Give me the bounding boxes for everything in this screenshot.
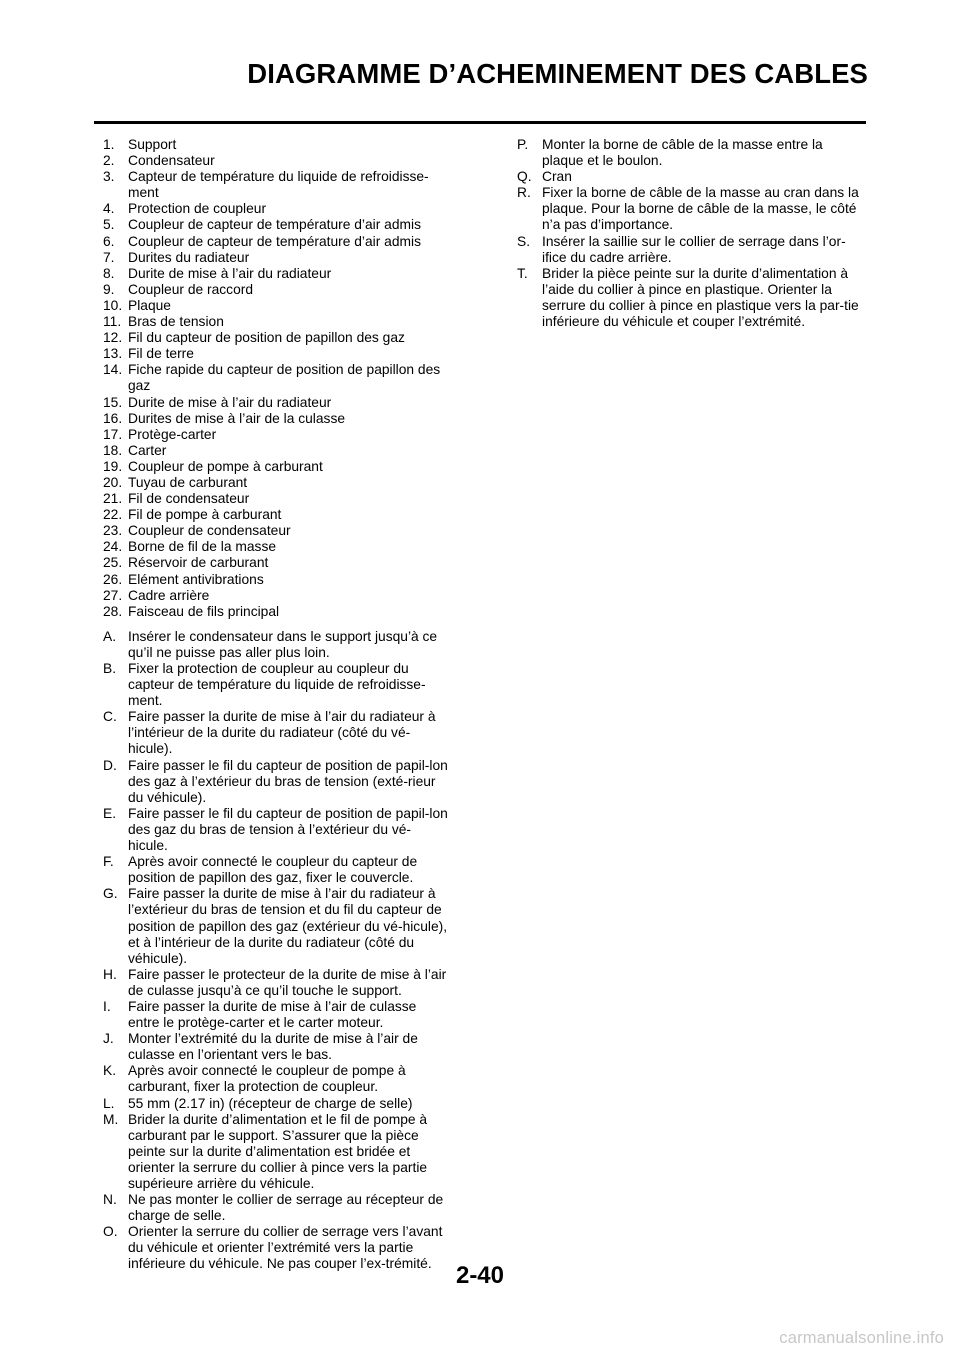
list-item	[103, 1112, 448, 1192]
list-item-marker: 5.	[103, 217, 115, 233]
list-item-text: Brider la pièce peinte sur la durite d’alimentation à l’aide du collier à pince en plastique. Orienter la serrure du collier à pince en plastique vers la par-tie inférieure du véhicule et couper l’extrémité.	[542, 265, 859, 330]
list-item-text: Cadre arrière	[128, 587, 210, 603]
list-item-text: Durites du radiateur	[128, 249, 250, 265]
list-item	[103, 1063, 448, 1095]
list-item-marker: 27.	[103, 587, 123, 603]
list-item-text: 55 mm (2.17 in) (récepteur de charge de selle)	[128, 1095, 413, 1111]
list-item-text: Coupleur de condensateur	[128, 523, 291, 539]
list-item	[517, 234, 862, 266]
list-item	[103, 234, 448, 250]
list-item	[103, 330, 448, 346]
list-item-text: Coupleur de pompe à carburant	[128, 458, 323, 474]
list-item-text: Coupleur de capteur de température d’air admis	[128, 233, 421, 249]
list-item-text: Faire passer la durite de mise à l’air de culasse entre le protège-carter et le carter moteur.	[128, 998, 417, 1031]
list-item	[103, 427, 448, 443]
list-item-marker: 28.	[103, 603, 123, 619]
right-column	[517, 137, 862, 330]
list-item-marker: 6.	[103, 233, 115, 249]
list-item	[103, 539, 448, 555]
list-item-marker: B.	[103, 661, 117, 676]
list-item-marker: N.	[103, 1192, 117, 1208]
list-item-text: Fil de condensateur	[128, 491, 250, 507]
list-item-marker: 7.	[103, 249, 115, 265]
list-item-marker: Q.	[517, 169, 532, 185]
list-item-text: Elément antivibrations	[128, 571, 264, 587]
list-item-text: Fil de pompe à carburant	[128, 507, 282, 523]
list-item-marker: 1.	[103, 137, 115, 152]
page-title: DIAGRAMME D’ACHEMINEMENT DES CABLES	[247, 58, 868, 89]
list-item-marker: D.	[103, 757, 117, 773]
list-item-marker: M.	[103, 1111, 119, 1127]
list-item-marker: 14.	[103, 362, 123, 378]
list-item	[103, 443, 448, 459]
list-item	[103, 806, 448, 854]
list-item-marker: E.	[103, 805, 117, 821]
list-item-text: Faire passer la durite de mise à l’air du radiateur à l’intérieur de la durite du radiateur (côté du vé-hicule).	[128, 709, 436, 757]
list-item	[103, 572, 448, 588]
list-item	[103, 395, 448, 411]
list-item-marker: 13.	[103, 346, 123, 362]
list-item	[103, 362, 448, 394]
list-item	[103, 169, 448, 201]
list-item-marker: I.	[103, 998, 111, 1014]
list-item-text: Faire passer le protecteur de la durite de mise à l’air de culasse jusqu’à ce qu’il touche le support.	[128, 966, 447, 998]
list-item-text: Insérer la saillie sur le collier de serrage dans l’or-ifice du cadre arrière.	[542, 233, 846, 265]
list-item	[103, 1192, 448, 1224]
list-item-marker: 11.	[103, 314, 122, 330]
list-item-text: Après avoir connecté le coupleur de pompe à carburant, fixer la protection de coupleur.	[128, 1063, 406, 1095]
list-item	[103, 507, 448, 523]
list-item-text: Protection de coupleur	[128, 201, 267, 217]
list-item	[103, 1096, 448, 1112]
list-item	[103, 854, 448, 886]
list-item-text: Borne de fil de la masse	[128, 539, 277, 555]
list-item-text: Fil du capteur de position de papillon des gaz	[128, 330, 405, 346]
list-item	[103, 217, 448, 233]
list-item	[103, 153, 448, 169]
list-item-text: Après avoir connecté le coupleur du capteur de position de papillon des gaz, fixer le couvercle.	[128, 854, 418, 886]
list-item-text: Faire passer la durite de mise à l’air du radiateur à l’extérieur du bras de tension et du fil du capteur de position de papillon des gaz (extérieur du vé-hicule), et à l’intérieur de la durite du radiateur (côté du véhicule).	[128, 886, 448, 966]
list-item	[103, 411, 448, 427]
list-item	[517, 185, 862, 233]
list-item-marker: 24.	[103, 539, 123, 555]
list-item-text: Fixer la borne de câble de la masse au cran dans la plaque. Pour la borne de câble de la masse, le côté n’a pas d’importance.	[542, 185, 859, 233]
list-item	[103, 604, 448, 620]
list-item-marker: 26.	[103, 571, 123, 587]
list-item-text: Cran	[542, 169, 572, 185]
list-item	[103, 459, 448, 475]
list-item-marker: G.	[103, 886, 118, 902]
list-item-text: Protège-carter	[128, 426, 217, 442]
list-item	[103, 137, 448, 153]
list-item-text: Ne pas monter le collier de serrage au récepteur de charge de selle.	[128, 1192, 444, 1224]
list-item	[103, 629, 448, 661]
list-item-marker: S.	[517, 233, 531, 249]
list-item-marker: C.	[103, 709, 117, 725]
list-item-text: Condensateur	[128, 153, 215, 169]
list-item	[103, 1031, 448, 1063]
list-item-text: Fil de terre	[128, 346, 194, 362]
list-item	[103, 491, 448, 507]
list-item	[103, 758, 448, 806]
list-item	[103, 346, 448, 362]
list-item	[103, 475, 448, 491]
list-item-text: Bras de tension	[128, 314, 224, 330]
list-item-text: Fixer la protection de coupleur au coupleur du capteur de température du liquide de refroidisse-ment.	[128, 661, 426, 709]
list-item-text: Faire passer le fil du capteur de position de papil-lon des gaz du bras de tension à l’extérieur du vé-hicule.	[128, 805, 448, 854]
list-item-marker: 15.	[103, 394, 123, 410]
instructions-list-right	[517, 137, 862, 330]
list-item-marker: H.	[103, 966, 117, 982]
list-item-text: Tuyau de carburant	[128, 474, 248, 490]
list-item-text: Faire passer le fil du capteur de position de papil-lon des gaz à l’extérieur du bras de tension (exté-rieur du véhicule).	[128, 757, 448, 805]
list-item-text: Coupleur de capteur de température d’air admis	[128, 217, 421, 233]
parts-list	[103, 137, 448, 620]
list-item	[517, 137, 862, 169]
list-item-marker: 3.	[103, 169, 115, 185]
list-item	[103, 999, 448, 1031]
list-item	[517, 266, 862, 330]
list-item-marker: L.	[103, 1095, 115, 1111]
list-item-marker: 12.	[103, 330, 123, 346]
list-item-marker: 22.	[103, 507, 123, 523]
list-item-text: Réservoir de carburant	[128, 555, 269, 571]
list-item	[103, 201, 448, 217]
list-item	[103, 314, 448, 330]
list-item	[103, 298, 448, 314]
list-item-marker: F.	[103, 854, 114, 870]
list-item	[103, 661, 448, 709]
list-item-text: Faisceau de fils principal	[128, 603, 280, 619]
list-item-marker: 2.	[103, 153, 115, 169]
list-item-text: Fiche rapide du capteur de position de papillon des gaz	[128, 362, 441, 394]
list-item-text: Monter la borne de câble de la masse entre la plaque et le boulon.	[542, 137, 823, 169]
list-item	[103, 886, 448, 966]
list-item	[517, 169, 862, 185]
list-item-marker: 23.	[103, 523, 123, 539]
list-item-text: Carter	[128, 442, 167, 458]
list-item-text: Monter l’extrémité du la durite de mise à l’air de culasse en l’orientant vers le bas.	[128, 1031, 418, 1063]
list-item-marker: P.	[517, 137, 529, 152]
list-item-marker: 9.	[103, 281, 115, 297]
instructions-list-left	[103, 629, 448, 1273]
list-item-marker: 4.	[103, 201, 115, 217]
list-item-marker: K.	[103, 1063, 117, 1079]
list-item	[103, 555, 448, 571]
list-item-text: Insérer le condensateur dans le support jusqu’à ce qu’il ne puisse pas aller plus loin.	[128, 628, 438, 660]
list-item-text: Plaque	[128, 297, 171, 313]
list-item-text: Orienter la serrure du collier de serrage vers l’avant du véhicule et orienter l’extrémité vers la partie inférieure du véhicule. Ne pas couper l’ex-trémité.	[128, 1224, 443, 1272]
list-item-text: Durite de mise à l’air du radiateur	[128, 394, 332, 410]
list-item-marker: 17.	[103, 426, 123, 442]
list-item	[103, 523, 448, 539]
list-item	[103, 266, 448, 282]
list-item	[103, 588, 448, 604]
list-item-text: Durites de mise à l’air de la culasse	[128, 410, 346, 426]
left-column	[103, 137, 448, 1273]
title-divider	[94, 121, 866, 124]
list-item-marker: 8.	[103, 265, 115, 281]
list-item-text: Capteur de température du liquide de refroidisse-ment	[128, 169, 429, 201]
list-item-text: Coupleur de raccord	[128, 281, 254, 297]
list-item-text: Durite de mise à l’air du radiateur	[128, 265, 332, 281]
list-item-marker: 18.	[103, 442, 123, 458]
list-item-marker: 21.	[103, 491, 123, 507]
footer-watermark[interactable]: carmanualsonline.info	[779, 1329, 944, 1347]
list-item-marker: 10.	[103, 297, 123, 313]
list-item-marker: A.	[103, 628, 117, 644]
list-item-marker: 19.	[103, 458, 123, 474]
list-item-marker: R.	[517, 185, 531, 201]
list-item-marker: 20.	[103, 474, 123, 490]
list-item	[103, 250, 448, 266]
list-item-text: Support	[128, 137, 177, 152]
list-item	[103, 709, 448, 757]
list-item	[103, 967, 448, 999]
list-item-marker: J.	[103, 1031, 114, 1047]
list-item-marker: 25.	[103, 555, 123, 571]
list-item-marker: O.	[103, 1224, 118, 1240]
list-item-marker: 16.	[103, 410, 123, 426]
list-item-marker: T.	[517, 265, 528, 281]
list-item	[103, 282, 448, 298]
list-item-text: Brider la durite d’alimentation et le fil de pompe à carburant par le support. S’assurer que la pièce peinte sur la durite d’alimentation est bridée et orienter la serrure du collier à pince vers la partie supérieure arrière du véhicule.	[128, 1111, 428, 1191]
page-number: 2-40	[455, 1262, 505, 1289]
